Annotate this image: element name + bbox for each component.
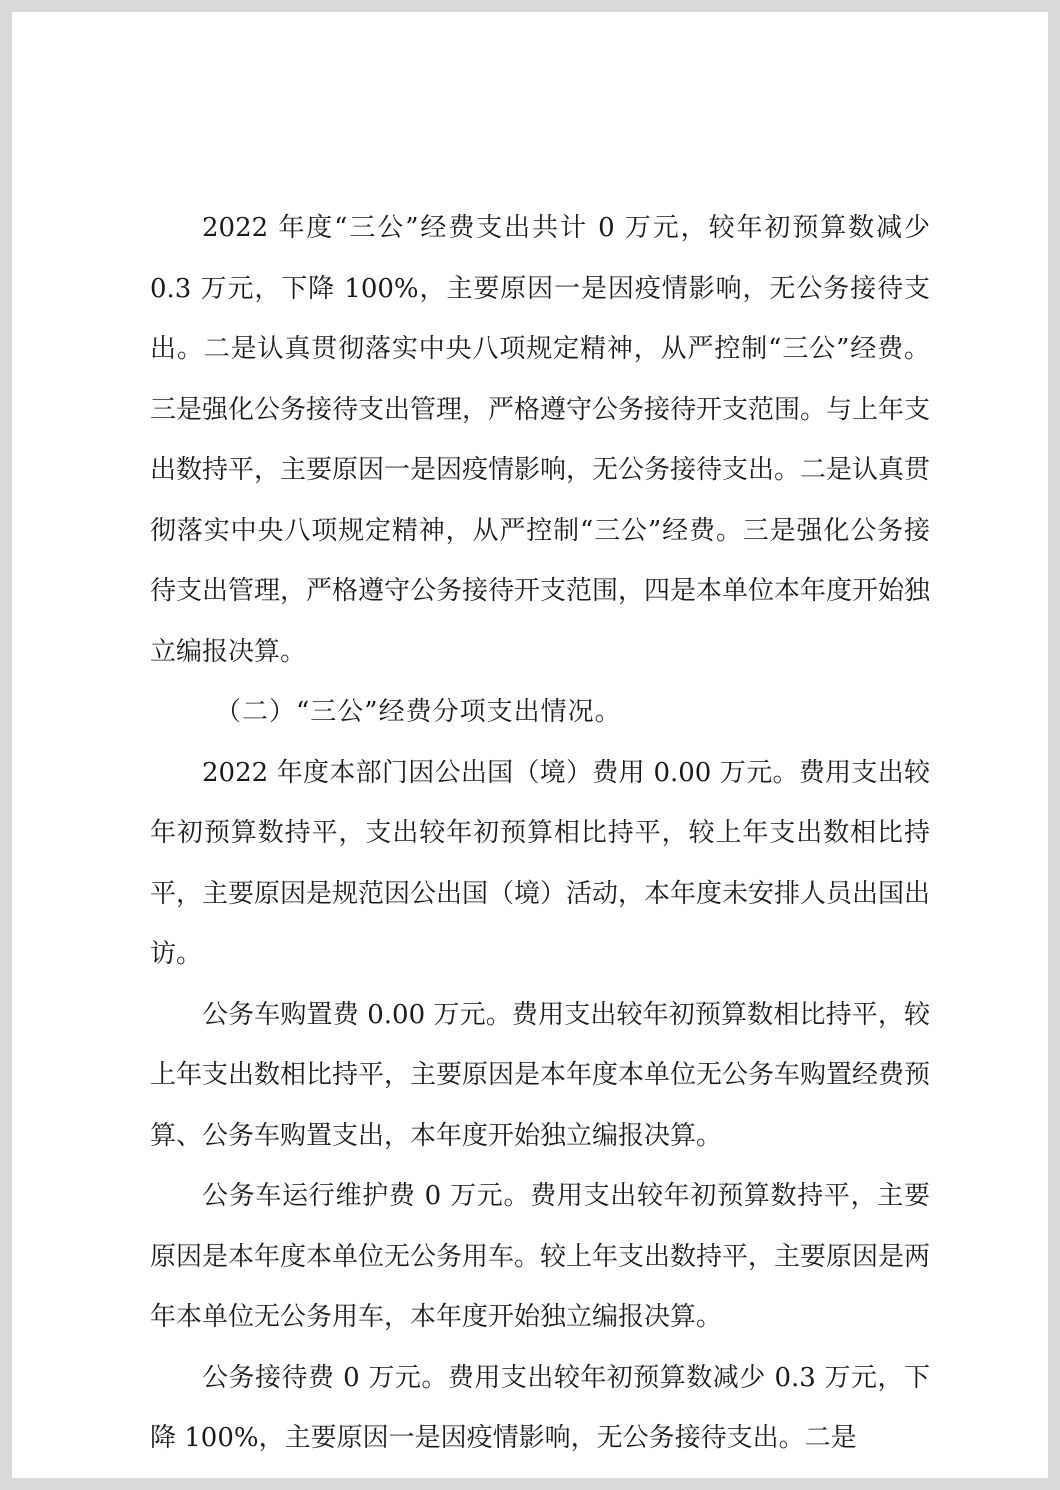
- section-heading: （二）“三公”经费分项支出情况。: [215, 697, 622, 727]
- document-page: [12, 12, 1048, 1478]
- paragraph-vehicle-operation: 公务车运行维护费 0 万元。费用支出较年初预算数持平，主要原因是本年度本单位无公务用车。较上年支出数持平，主要原因是两年本单位无公务用车，本年度开始独立编报决算。: [150, 1181, 931, 1332]
- document-body: [150, 198, 930, 1469]
- paragraph-vehicle-purchase: 公务车购置费 0.00 万元。费用支出较年初预算数相比持平，较上年支出数相比持平，主要原因是本年度本单位无公务车购置经费预算、公务车购置支出，本年度开始独立编报决算。: [150, 999, 931, 1151]
- paragraph-official-reception: 公务接待费 0 万元。费用支出较年初预算数减少 0.3 万元，下降 100%，主要原因一是因疫情影响，无公务接待支出。二是: [150, 1362, 930, 1453]
- paragraph-total-expenditure: 2022 年度“三公”经费支出共计 0 万元，较年初预算数减少 0.3 万元，下降 100%，主要原因一是因疫情影响，无公务接待支出。二是认真贯彻落实中央八项规定精神，从严控制“三公”经费。三是强化公务接待支出管理，严格遵守公务接待开支范围。与上年支出数持平，主要原因一是因疫情影响，无公务接待支出。二是认真贯彻落实中央八项规定精神，从严控制“三公”经费。三是强化公务接待支出管理，严格遵守公务接待开支范围，四是本单位本年度开始独立编报决算。: [150, 213, 931, 667]
- paragraph-overseas-travel: 2022 年度本部门因公出国（境）费用 0.00 万元。费用支出较年初预算数持平，支出较年初预算相比持平，较上年支出数相比持平，主要原因是规范因公出国（境）活动，本年度未安排人员出国出访。: [150, 757, 931, 969]
